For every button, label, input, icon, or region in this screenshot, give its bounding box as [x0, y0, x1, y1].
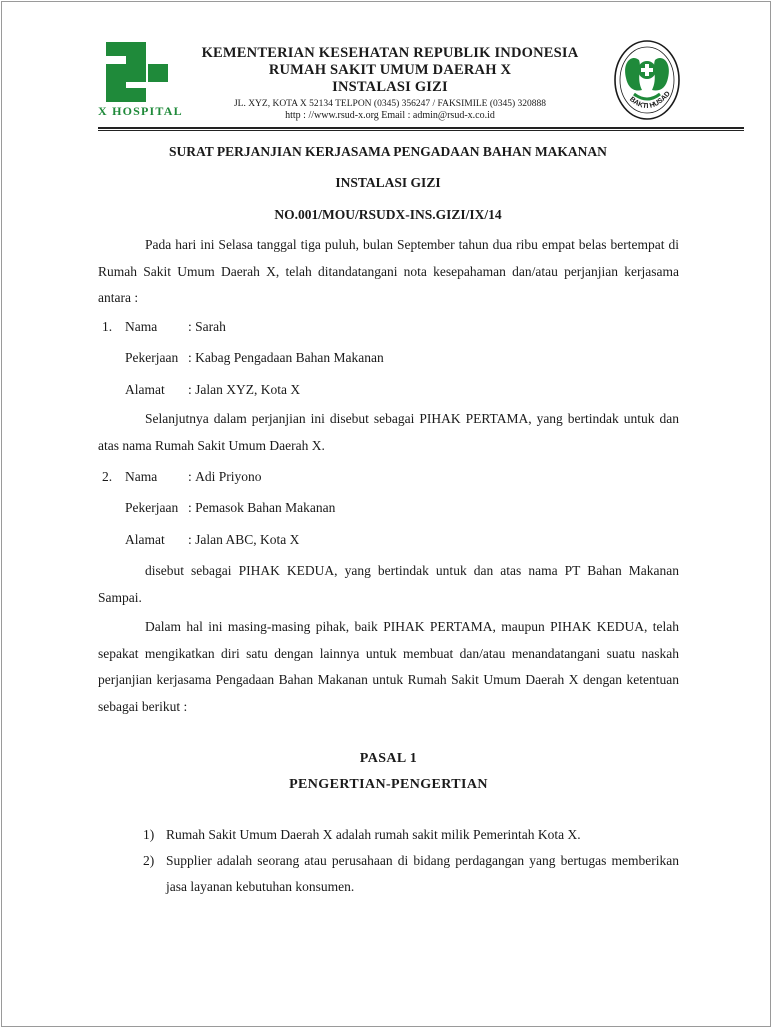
seal-text: BAKTI HUSAD [628, 90, 672, 111]
contact-line: http : //www.rsud-x.org Email : admin@rsud-x.co.id [285, 110, 495, 121]
header-rule-thick [98, 127, 744, 129]
party2-name-label: Nama [125, 469, 158, 484]
party2-description-text: disebut sebagai PIHAK KEDUA, yang bertindak untuk dan atas nama PT Bahan Makanan Sampai. [98, 563, 679, 605]
definition-item [98, 822, 679, 848]
party2-address-value: Jalan ABC, Kota X [195, 532, 300, 547]
party1-name-value: Sarah [195, 319, 226, 334]
party1-description-text: Selanjutnya dalam perjanjian ini disebut sebagai PIHAK PERTAMA, yang bertindak untuk dan atas nama Rumah Sakit Umum Daerah X. [98, 411, 679, 453]
party1-address-label: Alamat [125, 382, 165, 397]
hospital-brand-text: X HOSPITAL [98, 104, 183, 118]
ministry-name: KEMENTERIAN KESEHATAN REPUBLIK INDONESIA [201, 45, 579, 61]
party2-job-label: Pekerjaan [125, 500, 179, 515]
definition-number: 1) [143, 827, 155, 842]
hospital-cross-icon [106, 42, 168, 102]
bakti-husada-seal-icon [612, 38, 682, 122]
agreement-text: Dalam hal ini masing-masing pihak, baik PIHAK PERTAMA, maupun PIHAK KEDUA, telah sepakat mengikatkan diri satu dengan lainnya untuk membuat dan/atau menandatangani suatu naskah perjanjian kerjasama Pengadaan Bahan Makanan untuk Rumah Sakit Umum Daerah X dengan ketentuan sebagai berikut : [98, 619, 679, 714]
document-number: NO.001/MOU/RSUDX-INS.GIZI/IX/14 [274, 207, 502, 222]
opening-paragraph [98, 232, 679, 312]
agreement-paragraph [98, 614, 679, 720]
party2-address-label: Alamat [125, 532, 165, 547]
hospital-logo [98, 42, 194, 119]
bakti-husada-seal [612, 38, 682, 127]
pasal-subtitle: PENGERTIAN-PENGERTIAN [289, 777, 488, 792]
address-line: JL. XYZ, KOTA X 52134 TELPON (0345) 356247 / FAKSIMILE (0345) 320888 [233, 99, 547, 109]
document-page: X HOSPITAL KEMENTERIAN KESEHATAN REPUBLIK INDONESIA RUMAH SAKIT UMUM DAERAH X INSTALASI GIZI JL. XYZ, KOTA X 52134 TELPON (0345) 356247 / FAKSIMILE (0345) 320888 http : //www.rsud-x.org Email : admin@rsud-x.co.id BAKTI HUSAD SURAT PERJANJIAN KERJASAMA PENGADAAN BAHAN MAKANAN INSTALASI GIZI NO.001/MOU/RSUDX-INS.GIZI/IX/14 Pada hari ini Selasa tanggal tiga puluh, bulan September tahun dua ribu empat belas bertempat di Rumah Sakit Umum Daerah X, telah ditandatangani nota kesepahaman dan/atau perjanjian kerjasama antara : 1. Nama : Sarah Pekerjaan : Kabag Pengadaan Bahan Makanan Alamat : Jalan XYZ, Kota X Selanjutnya dalam perjanjian ini disebut sebagai PIHAK PERTAMA, yang bertindak untuk dan atas nama Rumah Sakit Umum Daerah X. 2. Nama : Adi Priyono Pekerjaan : Pemasok Bahan Makanan Alamat : Jalan ABC, Kota X disebut sebagai PIHAK KEDUA, yang bertindak untuk dan atas nama PT Bahan Makanan Sampai. Dalam hal ini masing-masing pihak, baik PIHAK PERTAMA, maupun PIHAK KEDUA, telah sepakat mengikatkan diri satu dengan lainnya untuk membuat dan/atau menandatangani suatu naskah perjanjian kerjasama Pengadaan Bahan Makanan untuk Rumah Sakit Umum Daerah X dengan ketentuan sebagai berikut : PASAL 1 PENGERTIAN-PENGERTIAN 1) Rumah Sakit Umum Daerah X adalah rumah sakit milik Pemerintah Kota X. 2) Supplier adalah seorang atau perusahaan di bidang perdagangan yang bertugas memberikan jasa layanan kebutuhan konsumen. [1, 1, 771, 1027]
party1-job-value: Kabag Pengadaan Bahan Makanan [195, 350, 384, 365]
party2-name-value: Adi Priyono [195, 469, 262, 484]
party1-address-value: Jalan XYZ, Kota X [195, 382, 301, 397]
pasal-title: PASAL 1 [359, 751, 418, 766]
party2-index: 2. [102, 469, 113, 484]
definition-text: Supplier adalah seorang atau perusahaan di bidang perdagangan yang bertugas memberikan jasa layanan kebutuhan konsumen. [166, 853, 679, 894]
definition-text: Rumah Sakit Umum Daerah X adalah rumah sakit milik Pemerintah Kota X. [166, 827, 581, 842]
party1-job-label: Pekerjaan [125, 350, 179, 365]
party1-name-label: Nama [125, 319, 158, 334]
definition-number: 2) [143, 853, 155, 868]
installation-name: INSTALASI GIZI [332, 79, 448, 95]
party1-description [98, 406, 679, 459]
header-rule-thin [98, 130, 744, 131]
party1-index: 1. [102, 319, 113, 334]
hospital-name: RUMAH SAKIT UMUM DAERAH X [268, 62, 512, 78]
document-title: SURAT PERJANJIAN KERJASAMA PENGADAAN BAHAN MAKANAN [169, 144, 607, 159]
opening-text: Pada hari ini Selasa tanggal tiga puluh, bulan September tahun dua ribu empat belas bertempat di Rumah Sakit Umum Daerah X, telah ditandatangani nota kesepahaman dan/atau perjanjian kerjasama antara : [98, 237, 679, 305]
party2-job-value: Pemasok Bahan Makanan [195, 500, 336, 515]
letterhead [190, 45, 590, 122]
party2-description [98, 558, 679, 611]
definition-item [98, 848, 679, 900]
document-subtitle: INSTALASI GIZI [335, 175, 441, 190]
